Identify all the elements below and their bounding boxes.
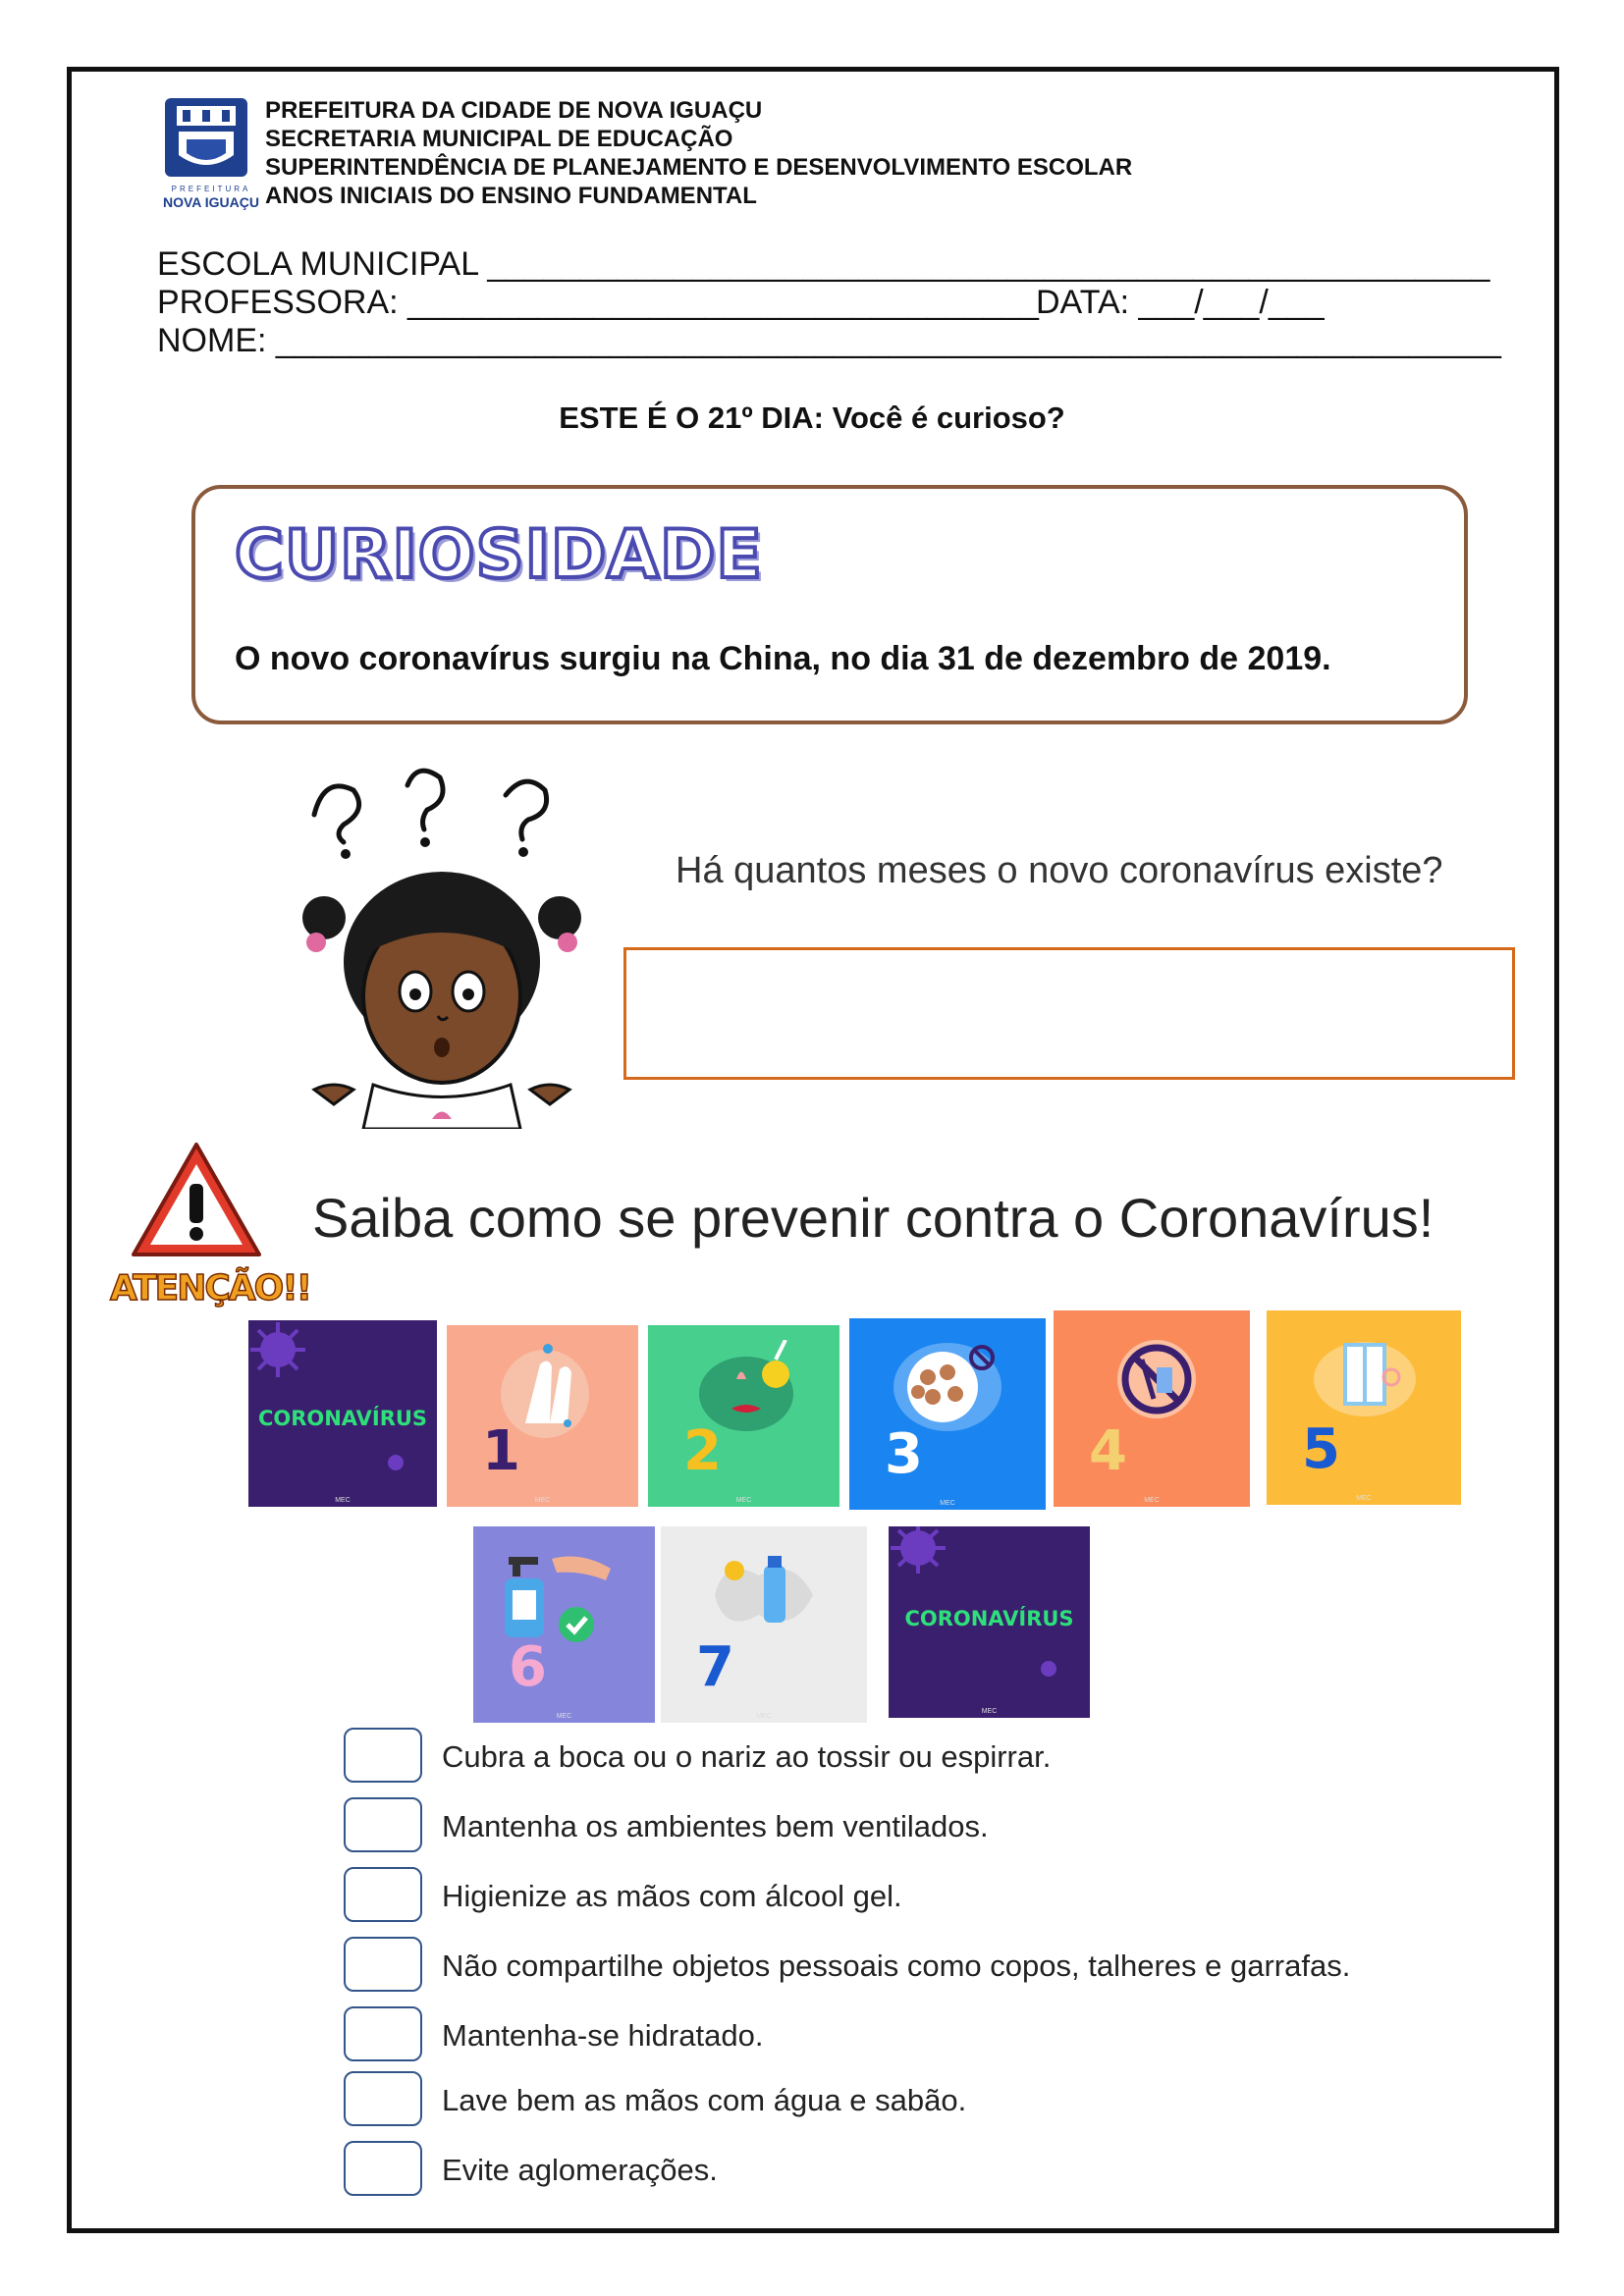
tile-coronavirus-end [889, 1526, 1090, 1718]
tile-2-face-touch [648, 1325, 839, 1507]
header-line-4: ANOS INICIAIS DO ENSINO FUNDAMENTAL [265, 183, 757, 209]
checklist-label: Lave bem as mãos com água e sabão. [442, 2083, 967, 2117]
virus-icon [248, 1320, 317, 1389]
tile-mec-label: MEC [940, 1500, 955, 1507]
tile-mec-label: MEC [756, 1713, 772, 1720]
checklist-label: Não compartilhe objetos pessoais como copos, talheres e garrafas. [442, 1949, 1351, 1983]
tile-cover-word: CORONAVÍRUS [904, 1607, 1074, 1630]
water-bottle-icon [705, 1546, 823, 1644]
tile-1-wash-hands [447, 1325, 638, 1507]
tile-mec-label: MEC [556, 1713, 572, 1720]
tile-mec-label: MEC [981, 1708, 998, 1715]
header-line-1: PREFEITURA DA CIDADE DE NOVA IGUAÇU [265, 97, 763, 124]
answer-checkbox[interactable] [344, 1728, 422, 1783]
tile-number-3: 3 [885, 1422, 923, 1486]
answer-checkbox[interactable] [344, 2071, 422, 2126]
curiosity-heading: CURIOSIDADE [235, 516, 763, 594]
curiosity-text: O novo coronavírus surgiu na China, no dia 31 de dezembro de 2019. [235, 640, 1331, 677]
tile-mec-label: MEC [534, 1497, 551, 1504]
header-line-3: SUPERINTENDÊNCIA DE PLANEJAMENTO E DESENVOLVIMENTO ESCOLAR [265, 154, 1133, 181]
tile-mec-label: MEC [1356, 1495, 1372, 1502]
tile-number-6: 6 [509, 1635, 547, 1699]
answer-box[interactable] [623, 947, 1515, 1080]
warning-triangle-icon [128, 1139, 265, 1261]
student-fields [157, 245, 1501, 360]
tile-number-2: 2 [683, 1419, 722, 1483]
tile-5-ventilation [1267, 1310, 1461, 1505]
logo-bottom-text: NOVA IGUAÇU [163, 194, 259, 210]
virus-icon [889, 1526, 957, 1595]
header-line-2: SECRETARIA MUNICIPAL DE EDUCAÇÃO [265, 126, 733, 152]
answer-checkbox[interactable] [344, 2141, 422, 2196]
date-field[interactable]: DATA: ___/___/___ [1036, 284, 1325, 321]
tile-number-7: 7 [696, 1635, 734, 1699]
checklist-label: Cubra a boca ou o nariz ao tossir ou espirrar. [442, 1739, 1052, 1774]
checklist-label: Higienize as mãos com álcool gel. [442, 1879, 902, 1913]
checklist-label: Mantenha-se hidratado. [442, 2018, 764, 2053]
checklist-label: Mantenha os ambientes bem ventilados. [442, 1809, 989, 1843]
tile-mec-label: MEC [1144, 1497, 1160, 1504]
tile-cover-word: CORONAVÍRUS [257, 1407, 428, 1430]
answer-checkbox[interactable] [344, 2006, 422, 2061]
tile-number-5: 5 [1302, 1417, 1340, 1481]
logo-top-text: PREFEITURA [171, 185, 251, 193]
curiosity-box [191, 485, 1468, 724]
tile-6-alcohol-gel [473, 1526, 655, 1723]
checklist-label: Evite aglomerações. [442, 2153, 718, 2187]
name-field[interactable]: NOME: __________________________________________________________________ [157, 322, 1501, 359]
curious-girl-illustration [295, 766, 589, 1129]
no-sharing-icon [1103, 1330, 1211, 1428]
tile-mec-label: MEC [335, 1497, 351, 1504]
page-title: ESTE É O 21º DIA: Você é curioso? [559, 400, 1065, 435]
warning-label: ATENÇÃO!! [110, 1268, 311, 1308]
tile-4-no-sharing [1054, 1310, 1250, 1507]
answer-checkbox[interactable] [344, 1797, 422, 1852]
window-icon [1311, 1330, 1419, 1428]
answer-checkbox[interactable] [344, 1937, 422, 1992]
tile-3-avoid-crowds [849, 1318, 1046, 1510]
prevention-title: Saiba como se prevenir contra o Coronavírus! [312, 1187, 1435, 1249]
question-girl-icon [295, 766, 589, 1129]
answer-checkbox[interactable] [344, 1867, 422, 1922]
school-field[interactable]: ESCOLA MUNICIPAL ______________________________________________________ [157, 245, 1490, 283]
tile-number-4: 4 [1089, 1419, 1127, 1483]
tile-coronavirus-cover [248, 1320, 437, 1507]
tile-mec-label: MEC [735, 1497, 752, 1504]
small-virus-icon [381, 1448, 410, 1477]
teacher-field[interactable]: PROFESSORA: __________________________________ [157, 284, 1039, 321]
institution-header [265, 96, 1132, 210]
question-text: Há quantos meses o novo coronavírus existe? [676, 850, 1443, 891]
tile-7-hydration [661, 1526, 867, 1723]
warning-sign [128, 1139, 265, 1266]
small-virus-icon [1034, 1654, 1063, 1683]
tile-number-1: 1 [482, 1419, 520, 1483]
city-logo [157, 96, 259, 214]
